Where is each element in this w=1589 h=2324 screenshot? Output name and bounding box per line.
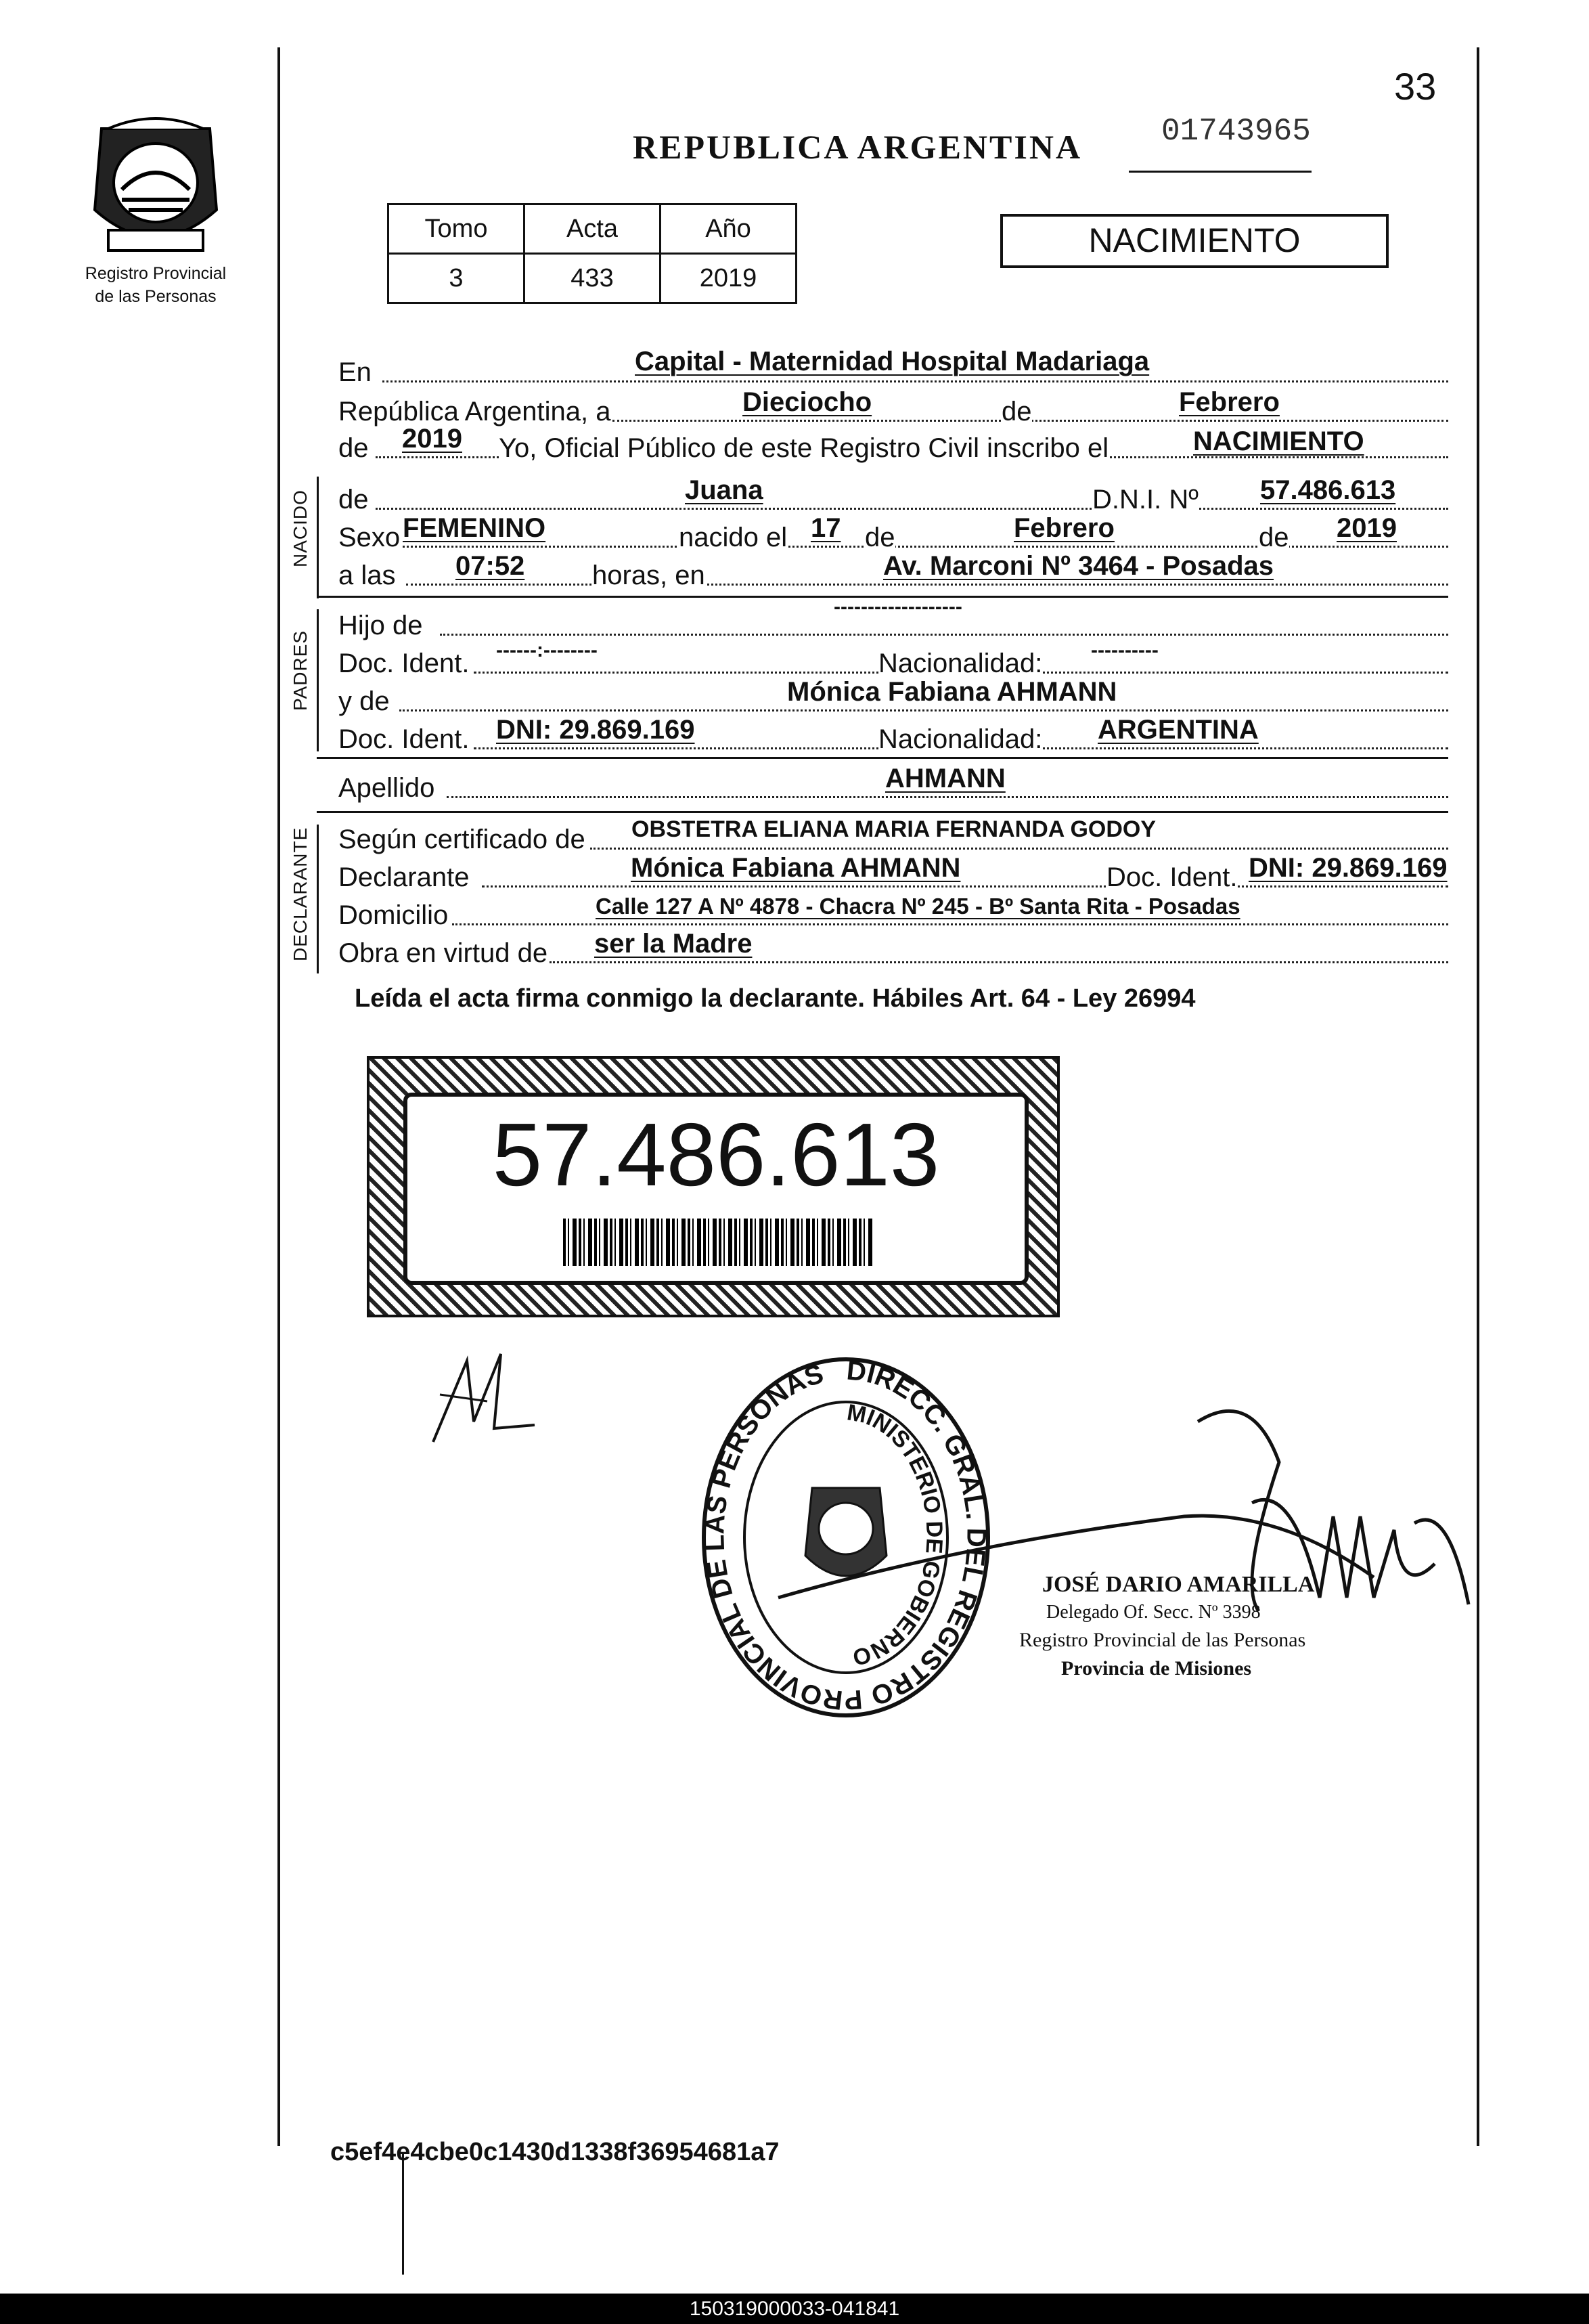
section-label-nacido: NACIDO (290, 489, 311, 567)
label-nacido-el: nacido el (679, 523, 788, 552)
label-dni: D.N.I. Nº (1092, 485, 1199, 514)
barcode-icon (563, 1219, 874, 1266)
footer-code: 150319000033-041841 (689, 2298, 900, 2320)
value-hijo-de: ------------------- (834, 596, 962, 618)
register-header-row (388, 204, 797, 254)
register-header-cell: Acta (524, 204, 661, 254)
label-de-mes: de (1002, 397, 1032, 426)
value-nac-dia: 17 (811, 513, 841, 543)
value-certificado: OBSTETRA ELIANA MARIA FERNANDA GODOY (631, 816, 1157, 842)
value-sexo: FEMENINO (403, 513, 546, 543)
value-hora: 07:52 (455, 551, 525, 581)
label-en: En (338, 357, 372, 387)
value-doc-ident-1: ------:-------- (496, 639, 598, 661)
dni-sticker-inner (403, 1093, 1029, 1285)
country-title: REPUBLICA ARGENTINA (633, 128, 1083, 166)
label-declarante: Declarante (338, 862, 470, 892)
value-nombre: Juana (685, 475, 763, 505)
value-nacionalidad-2: ARGENTINA (1098, 715, 1259, 745)
dotline-hora (406, 584, 1448, 586)
dotline-certificado (590, 848, 1448, 850)
logo-caption-2: de las Personas (95, 287, 217, 306)
value-nac-anio: 2019 (1337, 513, 1397, 543)
label-yo-oficial: Yo, Oficial Público de este Registro Civil inscribo el (499, 433, 1109, 463)
officer-province: Provincia de Misiones (1061, 1657, 1252, 1680)
value-nacionalidad-1: ---------- (1091, 639, 1159, 661)
register-value-row (388, 254, 797, 303)
label-de-nombre: de (338, 485, 369, 514)
dotline-domicilio (452, 923, 1448, 925)
officer-office: Registro Provincial de las Personas (1019, 1629, 1306, 1651)
serial-underline (1129, 171, 1312, 173)
dotline-y-de (399, 709, 1448, 711)
label-doc-ident-2: Doc. Ident. (338, 724, 470, 754)
label-a-las: a las (338, 561, 396, 590)
footer-bar (0, 2294, 1589, 2324)
left-margin-stub (402, 2153, 404, 2275)
divider-padres (317, 757, 1448, 759)
register-value-cell: 3 (388, 254, 524, 303)
dotline-apellido (447, 796, 1448, 798)
label-obra-en-virtud: Obra en virtud de (338, 938, 548, 968)
register-header-cell: Tomo (388, 204, 524, 254)
section-bracket-nacido (317, 477, 319, 598)
value-tipo: NACIMIENTO (1193, 426, 1364, 456)
value-domicilio: Calle 127 A Nº 4878 - Chacra Nº 245 - Bº Santa Rita - Posadas (596, 894, 1240, 919)
label-doc-ident-1: Doc. Ident. (338, 649, 470, 678)
province-shield-icon (81, 108, 230, 264)
value-apellido: AHMANN (885, 764, 1006, 793)
seal-outer-text: DIRECC. GRAL. DEL REGISTRO PROVINCIAL DE LAS PERSONAS (700, 1355, 991, 1715)
dotline-obra (550, 961, 1448, 963)
seal-inner-text: MINISTERIO DE GOBIERNO (845, 1399, 947, 1671)
document-hash: c5ef4e4cbe0c1430d1338f36954681a7 (330, 2138, 780, 2166)
doc-type-badge: NACIMIENTO (1000, 214, 1389, 268)
section-bracket-declarante (317, 825, 319, 973)
left-margin-line (277, 47, 280, 2146)
value-mes: Febrero (1179, 387, 1280, 417)
officer-name: JOSÉ DARIO AMARILLA (1042, 1572, 1315, 1597)
value-declarante: Mónica Fabiana AHMANN (631, 853, 961, 883)
label-nacionalidad-1: Nacionalidad: (878, 649, 1043, 678)
register-value-cell: 433 (524, 254, 661, 303)
value-dia-letras: Dieciocho (742, 387, 872, 417)
dni-sticker-number: 57.486.613 (492, 1105, 940, 1204)
logo-caption-1: Registro Provincial (85, 264, 227, 283)
serial-number: 01743965 (1161, 114, 1311, 149)
value-doc-ident-2: DNI: 29.869.169 (496, 715, 695, 745)
label-de-year: de (338, 433, 369, 463)
value-anio: 2019 (402, 424, 462, 454)
dotline-en (382, 380, 1448, 382)
label-de-nac-mes: de (865, 523, 895, 552)
label-apellido: Apellido (338, 773, 435, 803)
label-republica: República Argentina, a (338, 397, 611, 426)
dotline-hijo (440, 634, 1448, 636)
section-bracket-padres (317, 609, 319, 751)
dotline-sexo (403, 546, 1448, 548)
dotline-declarante (482, 885, 1448, 887)
register-header-cell: Año (661, 204, 797, 254)
label-nacionalidad-2: Nacionalidad: (878, 724, 1043, 754)
label-horas-en: horas, en (592, 561, 705, 590)
label-de-nac-anio: de (1259, 523, 1289, 552)
dni-sticker (367, 1056, 1060, 1317)
right-margin-line (1477, 47, 1479, 2146)
value-dni: 57.486.613 (1260, 475, 1396, 505)
register-table (387, 203, 797, 304)
divider-apellido (317, 811, 1448, 813)
section-label-padres: PADRES (290, 630, 311, 711)
register-value-cell: 2019 (661, 254, 797, 303)
section-label-declarante: DECLARANTE (290, 827, 311, 961)
value-nac-mes: Febrero (1014, 513, 1115, 543)
value-obra-en-virtud: ser la Madre (594, 929, 753, 959)
closing-statement: Leída el acta firma conmigo la declarante. Hábiles Art. 64 - Ley 26994 (355, 984, 1196, 1013)
dotline-nombre (376, 508, 1448, 510)
label-y-de: y de (338, 686, 390, 716)
label-domicilio: Domicilio (338, 900, 449, 930)
label-doc-ident-3: Doc. Ident. (1106, 862, 1238, 892)
value-lugar: Capital - Maternidad Hospital Madariaga (635, 347, 1150, 376)
label-segun-certificado: Según certificado de (338, 825, 585, 854)
officer-role: Delegado Of. Secc. Nº 3398 (1046, 1602, 1261, 1623)
label-hijo-de: Hijo de (338, 611, 423, 640)
value-madre: Mónica Fabiana AHMANN (787, 677, 1117, 707)
value-declarante-dni: DNI: 29.869.169 (1249, 853, 1448, 883)
label-sexo: Sexo (338, 523, 401, 552)
initials-signature-icon (420, 1347, 541, 1449)
value-domicilio-nac: Av. Marconi Nº 3464 - Posadas (883, 551, 1274, 581)
province-logo (81, 108, 230, 264)
page-number: 33 (1394, 65, 1437, 108)
